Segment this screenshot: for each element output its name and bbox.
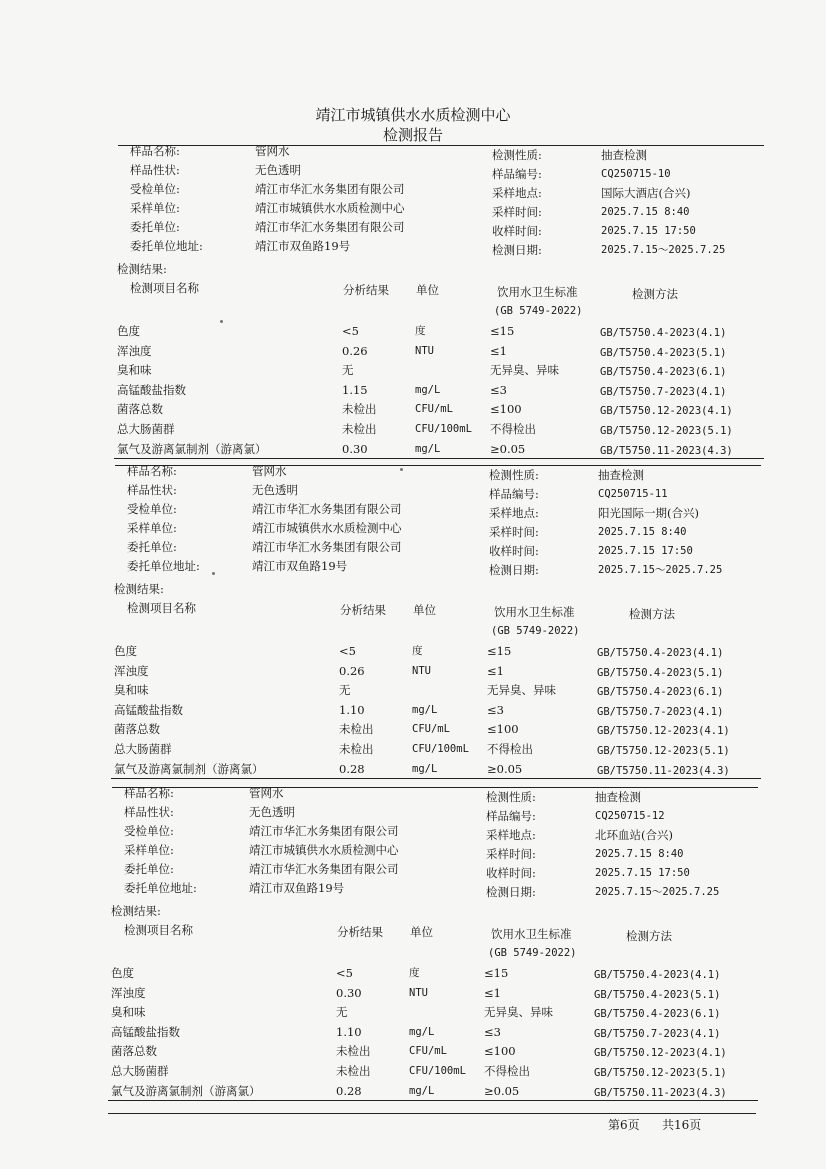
label-inspected-unit: 受检单位: [127, 502, 177, 516]
label-sample-name: 样品名称: [124, 786, 174, 800]
cell-method: GB/T5750.11-2023(4.3) [594, 1087, 727, 1099]
value-client-address: 靖江市双鱼路19号 [249, 881, 345, 895]
cell-item: 总大肠菌群 [114, 742, 172, 756]
value-receive-time: 2025.7.15 17:50 [601, 225, 696, 237]
cell-result: 无 [342, 363, 354, 377]
value-client-address: 靖江市双鱼路19号 [255, 239, 351, 253]
scan-speck [220, 320, 223, 323]
col-header-item: 检测项目名称 [130, 281, 199, 295]
cell-method: GB/T5750.12-2023(5.1) [594, 1067, 727, 1079]
cell-unit: mg/L [409, 1026, 435, 1038]
cell-standard: 无异臭、异味 [484, 1005, 553, 1019]
value-sampling-site: 阳光国际一期(合兴) [598, 506, 699, 520]
cell-standard: ≤100 [487, 722, 519, 736]
cell-result: 未检出 [336, 1044, 371, 1058]
cell-method: GB/T5750.12-2023(5.1) [600, 425, 733, 437]
value-test-date: 2025.7.15～2025.7.25 [601, 244, 726, 256]
value-test-date: 2025.7.15～2025.7.25 [598, 564, 723, 576]
value-test-date: 2025.7.15～2025.7.25 [595, 886, 720, 898]
cell-result: <5 [342, 324, 359, 338]
cell-standard: 不得检出 [484, 1064, 530, 1078]
col-header-result: 分析结果 [343, 283, 389, 297]
label-client-address: 委托单位地址: [127, 559, 200, 573]
cell-item: 臭和味 [117, 363, 152, 377]
value-sample-state: 无色透明 [252, 483, 298, 497]
cell-result: 1.15 [342, 383, 368, 397]
cell-result: 1.10 [336, 1025, 362, 1039]
value-sampling-time: 2025.7.15 8:40 [598, 526, 687, 538]
cell-item: 菌落总数 [111, 1044, 157, 1058]
col-header-unit: 单位 [416, 283, 439, 297]
cell-method: GB/T5750.4-2023(4.1) [597, 647, 724, 659]
cell-item: 色度 [111, 966, 134, 980]
col-header-item: 检测项目名称 [127, 601, 196, 615]
cell-standard: ≥0.05 [490, 442, 526, 456]
label-test-date: 检测日期: [486, 885, 536, 899]
label-sample-name: 样品名称: [130, 144, 180, 158]
label-sample-no: 样品编号: [492, 167, 542, 181]
cell-unit: mg/L [412, 704, 438, 716]
cell-unit: mg/L [415, 443, 441, 455]
col-header-unit: 单位 [413, 603, 436, 617]
report-section [0, 462, 826, 782]
cell-method: GB/T5750.4-2023(4.1) [600, 327, 727, 339]
cell-standard: ≤100 [484, 1044, 516, 1058]
label-test-date: 检测日期: [492, 243, 542, 257]
cell-standard: 无异臭、异味 [487, 683, 556, 697]
section-bottom-rule [108, 1100, 758, 1101]
label-sampling-site: 采样地点: [492, 186, 542, 200]
col-header-standard: 饮用水卫生标准 [494, 605, 575, 619]
col-header-unit: 单位 [410, 925, 433, 939]
label-receive-time: 收样时间: [489, 544, 539, 558]
label-client-address: 委托单位地址: [130, 239, 203, 253]
col-header-method: 检测方法 [629, 607, 675, 621]
cell-method: GB/T5750.4-2023(5.1) [597, 667, 724, 679]
cell-item: 菌落总数 [117, 402, 163, 416]
cell-item: 浑浊度 [111, 986, 146, 1000]
cell-item: 色度 [114, 644, 137, 658]
label-sample-state: 样品性状: [130, 163, 180, 177]
cell-item: 总大肠菌群 [111, 1064, 169, 1078]
cell-unit: mg/L [409, 1085, 435, 1097]
cell-item: 高锰酸盐指数 [114, 703, 183, 717]
value-sample-name: 管网水 [255, 144, 290, 158]
cell-standard: ≤15 [484, 966, 509, 980]
value-sampling-site: 北环血站(合兴) [595, 828, 673, 842]
cell-unit: CFU/100mL [412, 743, 469, 755]
cell-unit: mg/L [415, 384, 441, 396]
value-sampling-unit: 靖江市城镇供水水质检测中心 [249, 843, 399, 857]
cell-item: 总大肠菌群 [117, 422, 175, 436]
value-sample-state: 无色透明 [249, 805, 295, 819]
section-bottom-rule [111, 778, 761, 779]
label-sample-no: 样品编号: [489, 487, 539, 501]
value-inspected-unit: 靖江市华汇水务集团有限公司 [255, 182, 405, 196]
cell-standard: ≤15 [490, 324, 515, 338]
value-test-nature: 抽查检测 [598, 468, 644, 482]
cell-method: GB/T5750.4-2023(6.1) [600, 366, 727, 378]
cell-item: 高锰酸盐指数 [111, 1025, 180, 1039]
label-inspected-unit: 受检单位: [130, 182, 180, 196]
cell-result: 未检出 [342, 402, 377, 416]
value-sample-name: 管网水 [252, 464, 287, 478]
cell-item: 浑浊度 [114, 664, 149, 678]
cell-result: 0.30 [336, 986, 362, 1000]
value-test-nature: 抽查检测 [595, 790, 641, 804]
label-sampling-unit: 采样单位: [130, 201, 180, 215]
cell-method: GB/T5750.12-2023(4.1) [597, 725, 730, 737]
value-inspected-unit: 靖江市华汇水务集团有限公司 [249, 824, 399, 838]
results-label: 检测结果: [114, 582, 164, 596]
label-receive-time: 收样时间: [486, 866, 536, 880]
value-sampling-time: 2025.7.15 8:40 [595, 848, 684, 860]
label-sample-state: 样品性状: [127, 483, 177, 497]
label-receive-time: 收样时间: [492, 224, 542, 238]
label-sampling-unit: 采样单位: [124, 843, 174, 857]
cell-method: GB/T5750.4-2023(5.1) [600, 347, 727, 359]
cell-standard: ≤100 [490, 402, 522, 416]
cell-unit: 度 [412, 645, 423, 657]
cell-standard: ≤1 [484, 986, 501, 1000]
value-client-unit: 靖江市华汇水务集团有限公司 [255, 220, 405, 234]
cell-result: 无 [336, 1005, 348, 1019]
label-test-nature: 检测性质: [489, 468, 539, 482]
cell-method: GB/T5750.7-2023(4.1) [597, 706, 724, 718]
col-header-standard-code: (GB 5749-2022) [494, 305, 583, 317]
cell-unit: CFU/100mL [415, 423, 472, 435]
report-section [0, 142, 826, 462]
label-sample-state: 样品性状: [124, 805, 174, 819]
cell-item: 臭和味 [114, 683, 149, 697]
cell-standard: ≥0.05 [484, 1084, 520, 1098]
value-sampling-unit: 靖江市城镇供水水质检测中心 [252, 521, 402, 535]
page-number: 第6页 [608, 1118, 640, 1132]
cell-method: GB/T5750.12-2023(5.1) [597, 745, 730, 757]
value-receive-time: 2025.7.15 17:50 [598, 545, 693, 557]
col-header-result: 分析结果 [337, 925, 383, 939]
value-sample-no: CQ250715-10 [601, 168, 671, 180]
col-header-standard-code: (GB 5749-2022) [491, 625, 580, 637]
value-client-unit: 靖江市华汇水务集团有限公司 [249, 862, 399, 876]
scan-speck [212, 572, 215, 575]
cell-unit: NTU [415, 345, 434, 357]
cell-method: GB/T5750.12-2023(4.1) [600, 405, 733, 417]
cell-item: 氯气及游离氯制剂（游离氯） [117, 442, 267, 456]
scan-speck [400, 468, 403, 471]
col-header-standard-code: (GB 5749-2022) [488, 947, 577, 959]
report-section [0, 784, 826, 1104]
footer-rule [108, 1113, 756, 1114]
value-sampling-site: 国际大酒店(合兴) [601, 186, 691, 200]
label-sampling-time: 采样时间: [489, 525, 539, 539]
cell-standard: ≤3 [490, 383, 507, 397]
cell-method: GB/T5750.4-2023(4.1) [594, 969, 721, 981]
cell-item: 高锰酸盐指数 [117, 383, 186, 397]
value-client-unit: 靖江市华汇水务集团有限公司 [252, 540, 402, 554]
cell-result: 0.28 [336, 1084, 362, 1098]
label-sampling-time: 采样时间: [486, 847, 536, 861]
label-client-address: 委托单位地址: [124, 881, 197, 895]
cell-unit: CFU/mL [415, 403, 453, 415]
results-label: 检测结果: [111, 904, 161, 918]
cell-standard: 无异臭、异味 [490, 363, 559, 377]
cell-standard: ≤1 [490, 344, 507, 358]
label-sample-no: 样品编号: [486, 809, 536, 823]
cell-method: GB/T5750.12-2023(4.1) [594, 1047, 727, 1059]
document-subtitle: 检测报告 [382, 126, 443, 144]
col-header-standard: 饮用水卫生标准 [491, 927, 572, 941]
cell-unit: mg/L [412, 763, 438, 775]
cell-result: 0.26 [339, 664, 365, 678]
cell-result: 未检出 [339, 742, 374, 756]
section-top-rule [112, 787, 758, 788]
value-sample-no: CQ250715-12 [595, 810, 665, 822]
label-client-unit: 委托单位: [124, 862, 174, 876]
cell-unit: CFU/100mL [409, 1065, 466, 1077]
cell-item: 菌落总数 [114, 722, 160, 736]
label-sampling-time: 采样时间: [492, 205, 542, 219]
col-header-method: 检测方法 [626, 929, 672, 943]
total-pages: 共16页 [662, 1118, 702, 1132]
value-sample-state: 无色透明 [255, 163, 301, 177]
cell-standard: 不得检出 [490, 422, 536, 436]
label-client-unit: 委托单位: [130, 220, 180, 234]
cell-unit: CFU/mL [409, 1045, 447, 1057]
cell-result: 0.26 [342, 344, 368, 358]
cell-unit: 度 [415, 325, 426, 337]
cell-result: 未检出 [336, 1064, 371, 1078]
value-sampling-unit: 靖江市城镇供水水质检测中心 [255, 201, 405, 215]
value-sample-name: 管网水 [249, 786, 284, 800]
col-header-method: 检测方法 [632, 287, 678, 301]
col-header-result: 分析结果 [340, 603, 386, 617]
cell-result: 未检出 [342, 422, 377, 436]
col-header-standard: 饮用水卫生标准 [497, 285, 578, 299]
cell-method: GB/T5750.7-2023(4.1) [600, 386, 727, 398]
cell-result: 未检出 [339, 722, 374, 736]
cell-method: GB/T5750.11-2023(4.3) [600, 445, 733, 457]
cell-unit: NTU [412, 665, 431, 677]
cell-method: GB/T5750.4-2023(6.1) [597, 686, 724, 698]
results-label: 检测结果: [117, 262, 167, 276]
value-inspected-unit: 靖江市华汇水务集团有限公司 [252, 502, 402, 516]
cell-item: 色度 [117, 324, 140, 338]
cell-result: 0.30 [342, 442, 368, 456]
cell-item: 氯气及游离氯制剂（游离氯） [114, 762, 264, 776]
cell-result: 无 [339, 683, 351, 697]
cell-result: <5 [336, 966, 353, 980]
cell-method: GB/T5750.4-2023(6.1) [594, 1008, 721, 1020]
cell-standard: ≤3 [484, 1025, 501, 1039]
cell-unit: CFU/mL [412, 723, 450, 735]
label-sample-name: 样品名称: [127, 464, 177, 478]
cell-standard: ≤3 [487, 703, 504, 717]
label-test-date: 检测日期: [489, 563, 539, 577]
cell-standard: ≤1 [487, 664, 504, 678]
cell-unit: 度 [409, 967, 420, 979]
cell-method: GB/T5750.4-2023(5.1) [594, 989, 721, 1001]
value-sample-no: CQ250715-11 [598, 488, 668, 500]
label-client-unit: 委托单位: [127, 540, 177, 554]
document-title: 靖江市城镇供水水质检测中心 [315, 106, 511, 124]
label-sampling-site: 采样地点: [486, 828, 536, 842]
cell-method: GB/T5750.11-2023(4.3) [597, 765, 730, 777]
value-receive-time: 2025.7.15 17:50 [595, 867, 690, 879]
cell-item: 氯气及游离氯制剂（游离氯） [111, 1084, 261, 1098]
label-test-nature: 检测性质: [492, 148, 542, 162]
section-bottom-rule [114, 458, 764, 459]
col-header-item: 检测项目名称 [124, 923, 193, 937]
label-sampling-site: 采样地点: [489, 506, 539, 520]
cell-method: GB/T5750.7-2023(4.1) [594, 1028, 721, 1040]
cell-item: 臭和味 [111, 1005, 146, 1019]
cell-result: 0.28 [339, 762, 365, 776]
section-top-rule [115, 465, 761, 466]
value-test-nature: 抽查检测 [601, 148, 647, 162]
label-inspected-unit: 受检单位: [124, 824, 174, 838]
cell-standard: ≥0.05 [487, 762, 523, 776]
label-sampling-unit: 采样单位: [127, 521, 177, 535]
section-top-rule [118, 145, 764, 146]
cell-unit: NTU [409, 987, 428, 999]
value-client-address: 靖江市双鱼路19号 [252, 559, 348, 573]
label-test-nature: 检测性质: [486, 790, 536, 804]
cell-standard: ≤15 [487, 644, 512, 658]
cell-standard: 不得检出 [487, 742, 533, 756]
cell-result: <5 [339, 644, 356, 658]
value-sampling-time: 2025.7.15 8:40 [601, 206, 690, 218]
cell-result: 1.10 [339, 703, 365, 717]
cell-item: 浑浊度 [117, 344, 152, 358]
